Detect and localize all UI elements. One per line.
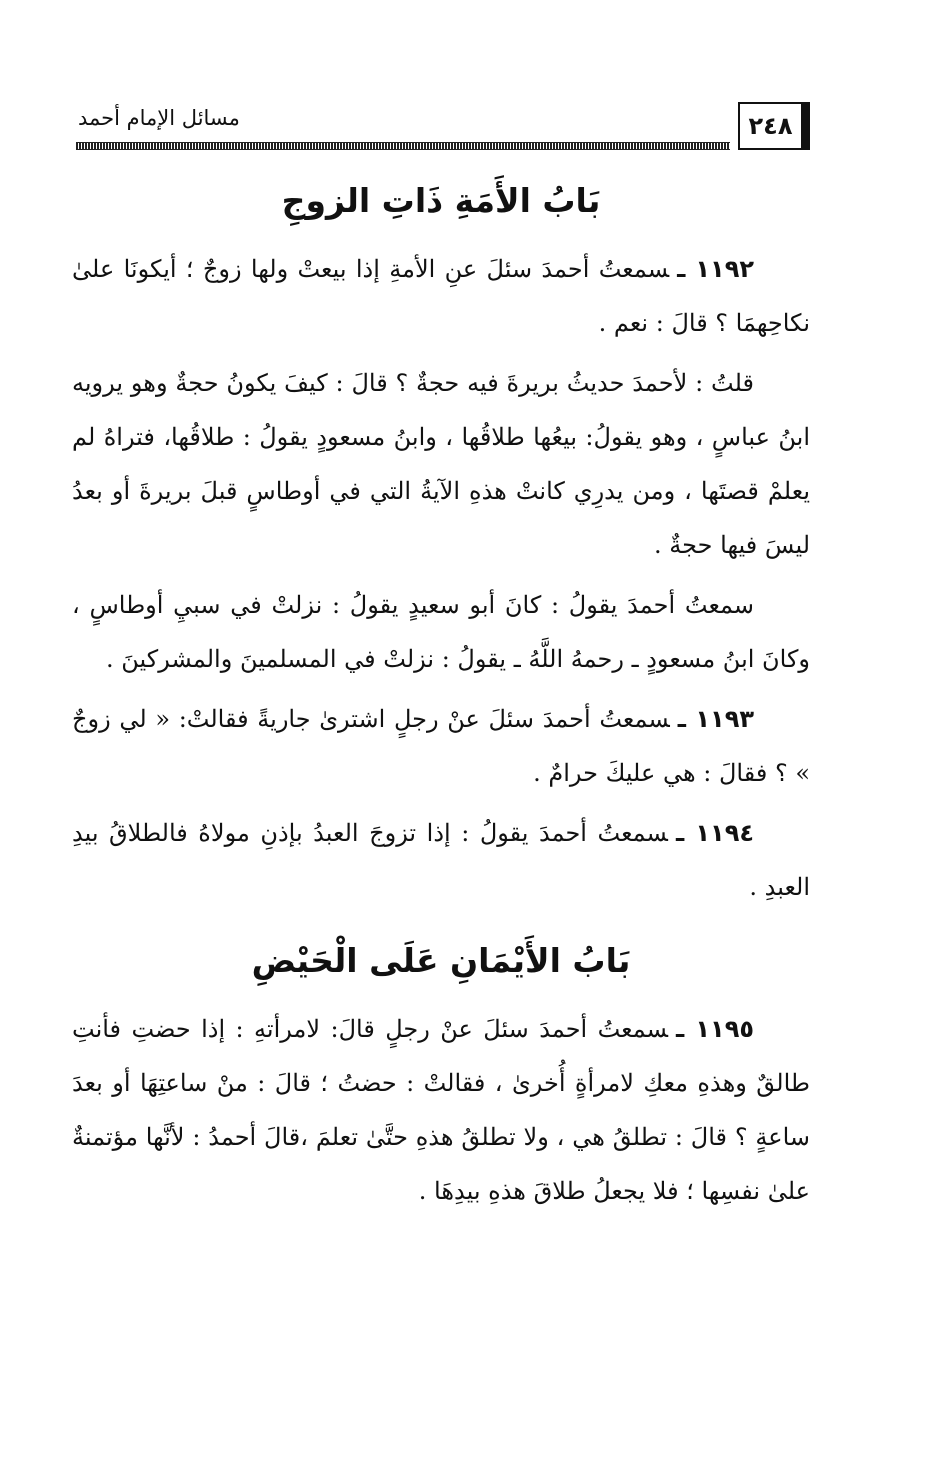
issue-number: ١١٩٣ ـ [677, 705, 754, 733]
paragraph-text: سمعتُ أحمدَ سئلَ عنِ الأمةِ إذا بيعتْ ولها زوجٌ ؛ أيكونَا علىٰ نكاحِهمَا ؟ قالَ : نعم . [72, 255, 810, 337]
issue-number: ١١٩٢ ـ [677, 255, 754, 283]
paragraph-text: قلتُ : لأحمدَ حديثُ بريرةَ فيه حجةٌ ؟ قالَ : كيفَ يكونُ حجةٌ وهو يرويه ابنُ عباسٍ ، وهو يقولُ: بيعُها طلاقُها ، وابنُ مسعودٍ يقولُ : طلاقُها، فتراهُ لم يعلمْ قصتَها ، ومن يدرِي كانتْ هذهِ الآيةُ التي في أوطاسٍ قبلَ بريرةَ أو بعدُ ليسَ فيها حجةٌ . [72, 369, 810, 559]
page-content [72, 168, 810, 1224]
running-header [72, 92, 814, 160]
issue-number: ١١٩٤ ـ [675, 819, 754, 847]
section-heading: بَابُ الأَيْمَانِ عَلَى الْحَيْضِ [251, 941, 631, 980]
paragraph [72, 692, 810, 800]
paragraph-text: سمعتُ أحمدَ يقولُ : كانَ أبو سعيدٍ يقولُ : نزلتْ في سبيِ أوطاسٍ ، وكانَ ابنُ مسعودٍ ـ رحمهُ اللَّهُ ـ يقولُ : نزلتْ في المسلمينَ والمشركينَ . [72, 591, 810, 673]
paragraph [72, 1002, 810, 1218]
paragraph [72, 806, 810, 914]
page-number-box [738, 102, 810, 150]
paragraph-text: سمعتُ أحمدَ يقولُ : إذا تزوجَ العبدُ بإذنِ مولاهُ فالطلاقُ بيدِ العبدِ . [72, 819, 810, 901]
issue-number: ١١٩٥ ـ [676, 1015, 754, 1043]
book-title: مسائل الإمام أحمد [78, 106, 240, 130]
paragraph-text: سمعتُ أحمدَ سئلَ عنْ رجلٍ اشترىٰ جاريةً فقالتْ: « لي زوجٌ » ؟ فقالَ : هي عليكَ حرامٌ . [72, 705, 810, 787]
section-heading: بَابُ الأَمَةِ ذَاتِ الزوجِ [281, 181, 601, 220]
header-rule [76, 142, 730, 150]
page-number: ٢٤٨ [748, 112, 793, 140]
paragraph-text: سمعتُ أحمدَ سئلَ عنْ رجلٍ قالَ: لامرأتهِ : إذا حضتِ فأنتِ طالقٌ وهذهِ معكِ لامرأةٍ أُخرىٰ ، فقالتْ : حضتُ ؛ قالَ : منْ ساعتِهَا أو بعدَ ساعةٍ ؟ قالَ : تطلقُ هي ، ولا تطلقُ هذهِ حتَّىٰ تعلمَ ،قالَ أحمدُ : لأنَّها مؤتمنةٌ علىٰ نفسِها ؛ فلا يجعلُ طلاقَ هذهِ بيدِهَا . [72, 1015, 810, 1205]
paragraph [72, 242, 810, 350]
paragraph [72, 578, 810, 686]
paragraph [72, 356, 810, 572]
